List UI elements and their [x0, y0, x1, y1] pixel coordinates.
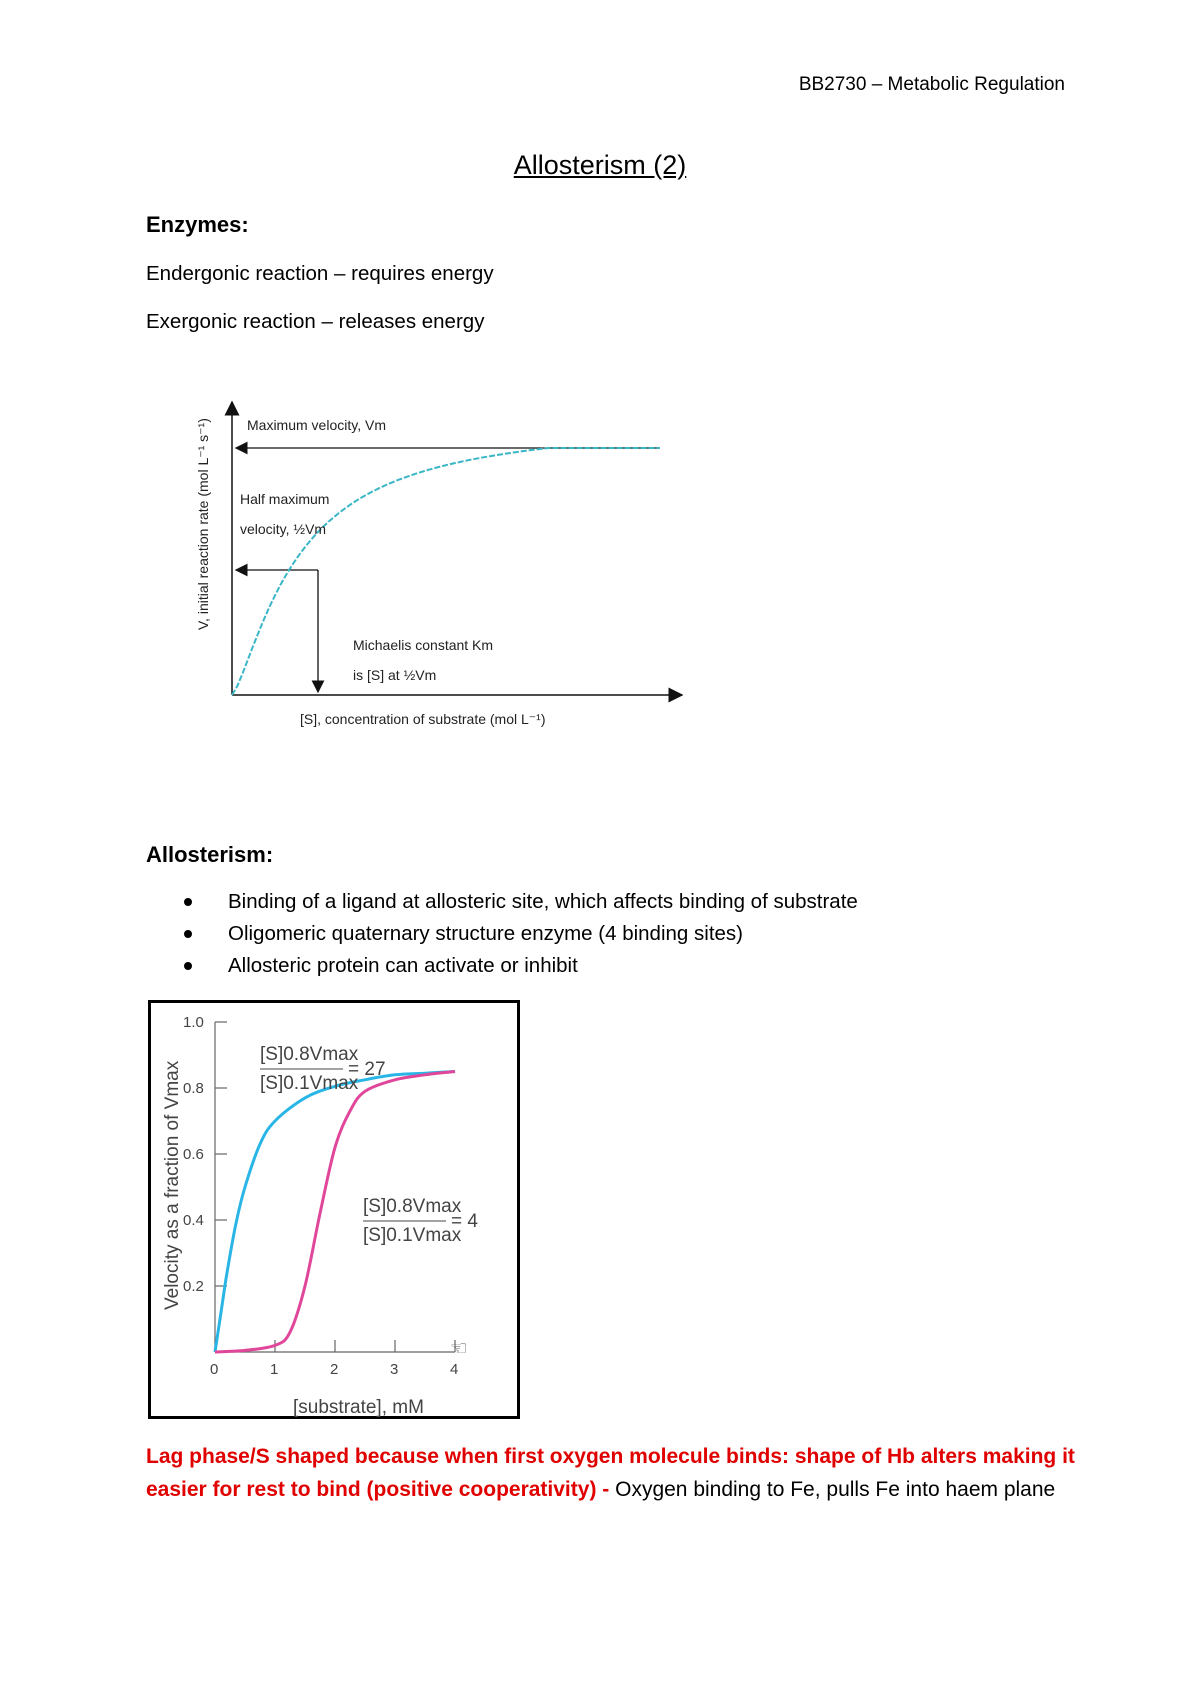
y-tick-label: 0.6: [183, 1146, 204, 1163]
y-tick-label: 0.2: [183, 1278, 204, 1295]
bullet-icon: [184, 930, 192, 938]
endergonic-line: Endergonic reaction – requires energy: [146, 262, 494, 285]
allosteric-kinetics-chart: [148, 1000, 520, 1420]
y-axis-label: Velocity as a fraction of Vmax: [162, 1060, 183, 1310]
km-label-2: is [S] at ½Vm: [353, 667, 437, 683]
svg-text:[S]0.1Vmax: [S]0.1Vmax: [260, 1073, 359, 1094]
list-item: Oligomeric quaternary structure enzyme (4 binding sites): [146, 918, 858, 950]
michaelis-menten-chart: [170, 390, 690, 740]
half-vmax-label-1: Half maximum: [240, 491, 330, 507]
svg-text:= 4: = 4: [451, 1211, 478, 1232]
x-axis-label: [substrate], mM: [293, 1397, 424, 1418]
x-tick-label: 1: [270, 1361, 279, 1378]
bullet-icon: [184, 898, 192, 906]
half-vmax-label-2: velocity, ½Vm: [240, 521, 327, 537]
page-header: BB2730 – Metabolic Regulation: [798, 74, 1065, 95]
ratio-label-sigmoidal: [363, 1196, 478, 1246]
lag-phase-note: [146, 1440, 1076, 1506]
y-tick-label: 0.8: [183, 1080, 204, 1097]
michaelis-menten-curve: [232, 448, 660, 695]
x-tick-label: 2: [330, 1361, 339, 1378]
y-tick-label: 1.0: [183, 1014, 204, 1031]
allosterism-bullets: [146, 886, 858, 982]
x-tick-label: 0: [210, 1361, 219, 1378]
bullet-icon: [184, 962, 192, 970]
svg-text:[S]0.1Vmax: [S]0.1Vmax: [363, 1225, 462, 1246]
y-axis-label: V, initial reaction rate (mol L⁻¹ s⁻¹): [195, 418, 211, 630]
note-black-text: Oxygen binding to Fe, pulls Fe into haem plane: [615, 1478, 1056, 1501]
list-item: Binding of a ligand at allosteric site, which affects binding of substrate: [146, 886, 858, 918]
y-tick-label: 0.4: [183, 1212, 204, 1229]
svg-text:[S]0.8Vmax: [S]0.8Vmax: [260, 1044, 359, 1065]
vmax-label: Maximum velocity, Vm: [247, 417, 386, 433]
allosterism-heading: Allosterism:: [146, 842, 274, 867]
hand-cursor-icon: ☜: [450, 1338, 468, 1360]
x-tick-label: 3: [390, 1361, 399, 1378]
x-tick-label: 4: [450, 1361, 459, 1378]
svg-text:= 27: = 27: [348, 1059, 386, 1080]
page-title: Allosterism (2): [513, 150, 687, 180]
km-label-1: Michaelis constant Km: [353, 637, 494, 653]
list-item: Allosteric protein can activate or inhibit: [146, 950, 858, 982]
note-red-text: Lag phase/S shaped because when first oxygen molecule binds: shape of Hb alters making it easier for rest to bind (positive cooperativity) -: [146, 1445, 1075, 1501]
exergonic-line: Exergonic reaction – releases energy: [146, 310, 485, 333]
enzymes-heading: Enzymes:: [146, 212, 249, 237]
x-axis-label: [S], concentration of substrate (mol L⁻¹): [300, 711, 546, 727]
svg-text:[S]0.8Vmax: [S]0.8Vmax: [363, 1196, 462, 1217]
